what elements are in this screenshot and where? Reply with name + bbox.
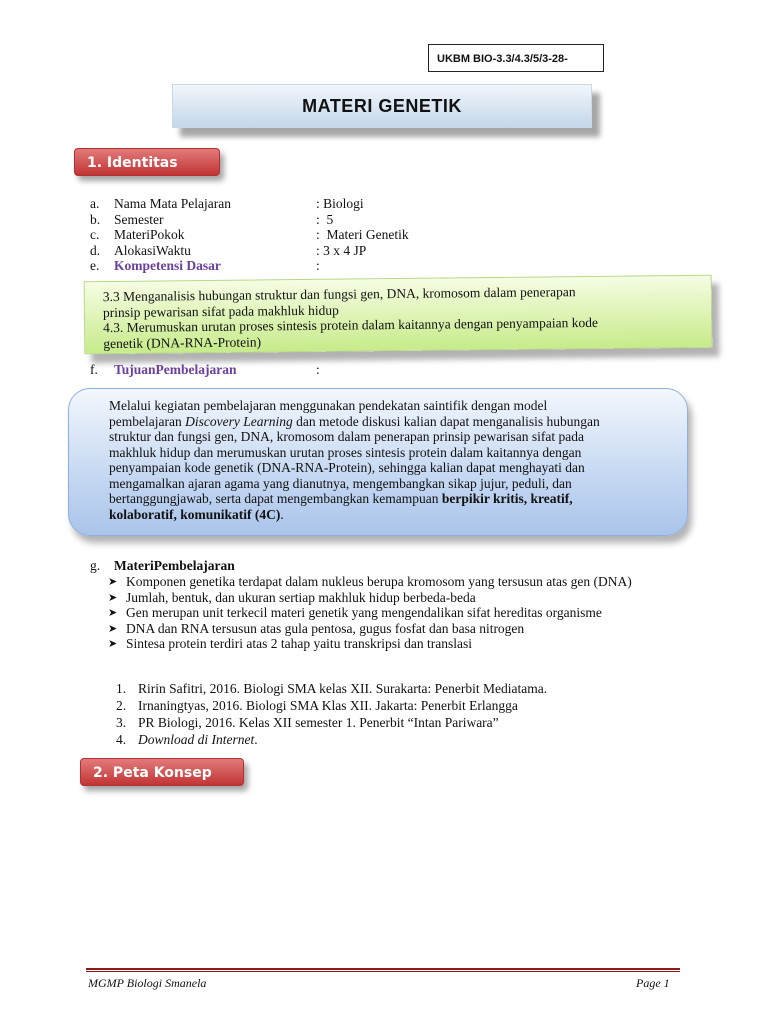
tujuan-line: mengamalkan ajaran agama yang dianutnya, mengembangkan sikap jujur, peduli, dan — [109, 475, 572, 491]
tujuan-bold: berpikir kritis, kreatif, — [441, 491, 573, 506]
identitas-row — [90, 258, 690, 274]
tujuan-bold: kolaboratif, komunikatif (4C) — [109, 506, 281, 522]
row-value: : — [316, 362, 320, 377]
row-key: g. — [90, 558, 101, 573]
list-item — [116, 731, 686, 748]
list-item — [108, 605, 678, 621]
row-key: f. — [90, 362, 98, 377]
row-value: : 5 — [316, 211, 334, 227]
bullet-text: Komponen genetika terdapat dalam nukleus berupa kromosom yang tersusun atas gen (DNA) — [126, 574, 632, 589]
kompetensi-line: genetik (DNA-RNA-Protein) — [103, 333, 262, 351]
tujuan-line: struktur dan fungsi gen, DNA, kromosom dalam penerapan prinsip pewarisan sifat pada — [109, 429, 585, 444]
title-banner: MATERI GENETIK — [172, 84, 592, 128]
row-label: Kompetensi Dasar — [114, 258, 221, 273]
tujuan-text: . — [280, 506, 284, 522]
row-key: c. — [90, 227, 100, 242]
tujuan-text: bertanggungjawab, serta dapat mengembangkan kemampuan — [109, 491, 442, 506]
row-key: d. — [90, 242, 101, 258]
identitas-row — [90, 243, 690, 259]
tujuan-line — [109, 491, 651, 507]
arrow-bullet-icon: ➤ — [108, 575, 118, 588]
row-value: : — [316, 258, 320, 273]
materi-bullet-list — [108, 574, 678, 652]
reference-text: . — [254, 732, 258, 747]
bullet-text: Sintesa protein terdiri atas 2 tahap yaitu transkripsi dan translasi — [126, 636, 473, 651]
tujuan-line: penyampaian kode genetik (DNA-RNA-Protein), sehingga kalian dapat menghayati dan — [109, 460, 585, 475]
list-item — [108, 636, 678, 652]
tujuan-line: Melalui kegiatan pembelajaran menggunakan pendekatan saintifik dengan model — [109, 398, 548, 413]
materi-row — [90, 558, 690, 574]
section-tab-identitas: 1. Identitas — [74, 148, 220, 176]
reference-text: PR Biologi, 2016. Kelas XII semester 1. Penerbit “Intan Pariwara” — [138, 715, 499, 730]
identitas-row — [90, 196, 690, 212]
list-item — [108, 621, 678, 637]
identitas-list — [90, 196, 690, 276]
row-key: a. — [90, 196, 100, 211]
reference-number: 3. — [116, 715, 127, 730]
reference-list — [116, 680, 686, 748]
row-key: e. — [90, 258, 100, 273]
arrow-bullet-icon: ➤ — [108, 606, 118, 619]
arrow-bullet-icon: ➤ — [108, 621, 118, 635]
kompetensi-line: 3.3 Menganalisis hubungan struktur dan fungsi gen, DNA, kromosom dalam penerapan — [102, 284, 576, 305]
reference-number: 2. — [116, 698, 127, 713]
reference-text: Download di Internet — [138, 732, 255, 747]
reference-text: Irnaningtyas, 2016. Biologi SMA Klas XII. Jakarta: Penerbit Erlangga — [138, 698, 518, 713]
footer-left: MGMP Biologi Smanela — [88, 976, 207, 990]
identitas-row — [90, 212, 690, 228]
kompetensi-dasar-box — [84, 275, 713, 355]
bullet-text: Gen merupan unit terkecil materi genetik yang mengendalikan sifat hereditas organisme — [126, 605, 602, 620]
section-tab-peta-konsep: 2. Peta Konsep — [80, 758, 244, 786]
row-value: : 3 x 4 JP — [316, 242, 367, 258]
arrow-bullet-icon: ➤ — [108, 590, 118, 604]
bullet-text: DNA dan RNA tersusun atas gula pentosa, gugus fosfat dan basa nitrogen — [126, 620, 525, 636]
list-item — [116, 697, 686, 714]
row-value: : Biologi — [316, 196, 364, 211]
tujuan-line: makhluk hidup dan merumuskan urutan proses sintesis protein dalam kaitannya dengan — [109, 444, 582, 460]
row-key: b. — [90, 211, 101, 227]
row-label: TujuanPembelajaran — [114, 362, 237, 377]
reference-number: 4. — [116, 732, 127, 747]
row-label: MateriPembelajaran — [114, 558, 235, 573]
row-label: Semester — [114, 211, 164, 227]
row-label: Nama Mata Pelajaran — [114, 196, 231, 211]
kompetensi-line: 4.3. Merumuskan urutan proses sintesis protein dalam kaitannya dengan penyampaian kode — [103, 314, 599, 336]
tujuan-pembelajaran-box — [68, 388, 688, 536]
list-item — [108, 574, 678, 590]
bullet-text: Jumlah, bentuk, dan ukuran sertiap makhluk hidup berbeda-beda — [126, 589, 476, 605]
row-label: MateriPokok — [114, 227, 185, 242]
tujuan-text: pembelajaran — [109, 413, 186, 429]
tujuan-row — [90, 362, 690, 378]
kompetensi-line: prinsip pewarisan sifat pada makhluk hidup — [102, 302, 339, 320]
reference-text: Ririn Safitri, 2016. Biologi SMA kelas XII. Surakarta: Penerbit Mediatama. — [138, 681, 548, 696]
list-item — [116, 680, 686, 697]
tujuan-line — [109, 414, 651, 430]
footer-page-number: Page 1 — [636, 976, 670, 990]
arrow-bullet-icon: ➤ — [108, 637, 118, 650]
footer-divider — [86, 971, 680, 972]
footer-divider — [86, 968, 680, 970]
row-value: : Materi Genetik — [316, 227, 409, 242]
document-code-box: UKBM BIO-3.3/4.3/5/3-28- — [428, 44, 604, 72]
row-label: AlokasiWaktu — [114, 242, 191, 258]
tujuan-text: dan metode diskusi kalian dapat menganalisis hubungan — [292, 413, 600, 429]
list-item — [116, 714, 686, 731]
identitas-row — [90, 227, 690, 243]
reference-number: 1. — [116, 681, 127, 696]
tujuan-line — [109, 507, 651, 523]
list-item — [108, 590, 678, 606]
tujuan-emphasis: Discovery Learning — [185, 413, 293, 429]
